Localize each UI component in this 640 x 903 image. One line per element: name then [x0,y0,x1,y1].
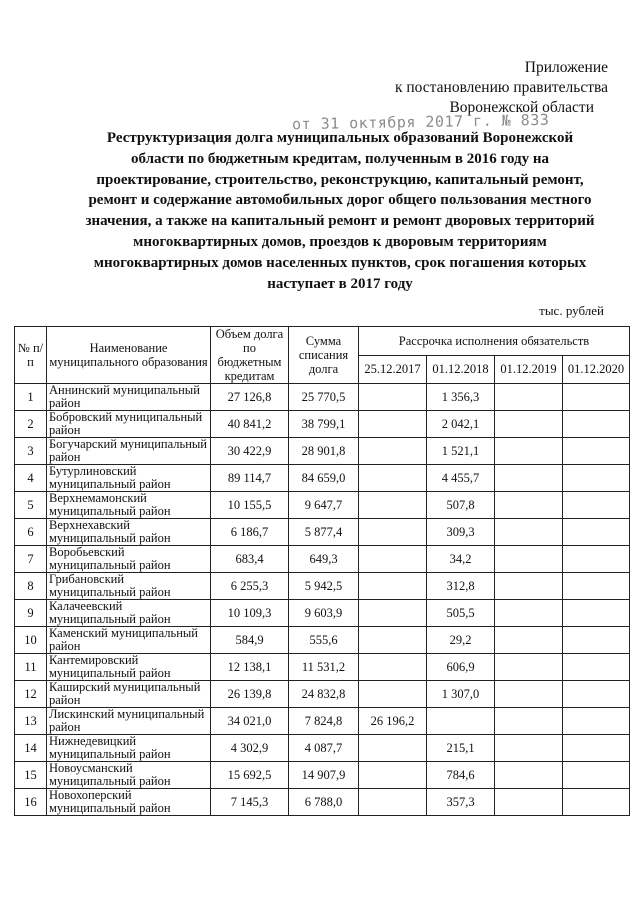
row-num: 4 [15,465,47,492]
row-num: 7 [15,546,47,573]
row-inst-2019 [495,681,563,708]
appendix-line-3: Воронежской области [449,99,594,116]
row-name: Кантемировский муниципальный район [47,654,211,681]
row-debt: 30 422,9 [211,438,289,465]
row-writeoff: 6 788,0 [289,789,359,816]
row-inst-2018: 1 521,1 [427,438,495,465]
row-name: Лискинский муниципальный район [47,708,211,735]
row-inst-2020 [563,438,630,465]
row-writeoff: 9 647,7 [289,492,359,519]
row-inst-2018: 2 042,1 [427,411,495,438]
row-inst-2020 [563,762,630,789]
header-debt: Объем долга по бюджетным кредитам [211,327,289,384]
row-name: Каменский муниципальный район [47,627,211,654]
row-num: 12 [15,681,47,708]
row-inst-2017 [359,654,427,681]
row-inst-2017 [359,519,427,546]
appendix-block [395,58,608,118]
row-inst-2018 [427,708,495,735]
row-inst-2019 [495,384,563,411]
row-writeoff: 9 603,9 [289,600,359,627]
row-inst-2018: 357,3 [427,789,495,816]
row-num: 2 [15,411,47,438]
appendix-line-1: Приложение [524,59,608,76]
row-inst-2018: 505,5 [427,600,495,627]
header-date-1: 25.12.2017 [359,355,427,384]
row-inst-2020 [563,735,630,762]
table-header-row [15,327,630,356]
row-inst-2018: 215,1 [427,735,495,762]
row-inst-2020 [563,600,630,627]
row-name: Каширский муниципальный район [47,681,211,708]
appendix-line-2: к постановлению правительства [394,79,608,96]
row-num: 9 [15,600,47,627]
row-num: 3 [15,438,47,465]
row-writeoff: 38 799,1 [289,411,359,438]
row-name: Новоусманский муниципальный район [47,762,211,789]
row-inst-2020 [563,546,630,573]
row-inst-2020 [563,627,630,654]
row-inst-2020 [563,681,630,708]
row-inst-2017 [359,627,427,654]
table-row [15,492,630,519]
row-num: 15 [15,762,47,789]
row-name: Грибановский муниципальный район [47,573,211,600]
row-inst-2020 [563,708,630,735]
table-row [15,627,630,654]
header-date-2: 01.12.2018 [427,355,495,384]
row-debt: 26 139,8 [211,681,289,708]
row-inst-2019 [495,627,563,654]
row-inst-2019 [495,654,563,681]
row-name: Верхнехавский муниципальный район [47,519,211,546]
table-row [15,762,630,789]
row-num: 16 [15,789,47,816]
table-row [15,735,630,762]
row-inst-2019 [495,492,563,519]
row-inst-2017 [359,600,427,627]
row-inst-2020 [563,492,630,519]
row-inst-2020 [563,411,630,438]
row-inst-2017 [359,411,427,438]
row-num: 11 [15,654,47,681]
row-inst-2019 [495,438,563,465]
row-inst-2017 [359,762,427,789]
row-debt: 6 186,7 [211,519,289,546]
row-inst-2017: 26 196,2 [359,708,427,735]
table-row [15,546,630,573]
row-inst-2017 [359,735,427,762]
row-inst-2018: 1 356,3 [427,384,495,411]
row-inst-2017 [359,384,427,411]
row-writeoff: 555,6 [289,627,359,654]
row-inst-2020 [563,789,630,816]
row-writeoff: 25 770,5 [289,384,359,411]
row-writeoff: 28 901,8 [289,438,359,465]
row-writeoff: 84 659,0 [289,465,359,492]
row-debt: 7 145,3 [211,789,289,816]
row-inst-2019 [495,465,563,492]
row-inst-2018: 309,3 [427,519,495,546]
row-debt: 40 841,2 [211,411,289,438]
header-date-3: 01.12.2019 [495,355,563,384]
row-num: 5 [15,492,47,519]
row-inst-2018: 507,8 [427,492,495,519]
row-name: Нижнедевицкий муниципальный район [47,735,211,762]
row-inst-2018: 606,9 [427,654,495,681]
row-writeoff: 5 942,5 [289,573,359,600]
row-inst-2017 [359,492,427,519]
row-writeoff: 24 832,8 [289,681,359,708]
row-writeoff: 14 907,9 [289,762,359,789]
row-inst-2019 [495,411,563,438]
table-row [15,600,630,627]
units-label: тыс. рублей [539,303,604,318]
row-inst-2019 [495,573,563,600]
row-inst-2020 [563,573,630,600]
row-writeoff: 4 087,7 [289,735,359,762]
row-num: 10 [15,627,47,654]
row-writeoff: 7 824,8 [289,708,359,735]
row-inst-2017 [359,465,427,492]
row-debt: 12 138,1 [211,654,289,681]
table-row [15,465,630,492]
row-name: Аннинский муниципальный район [47,384,211,411]
row-name: Верхнемамонский муниципальный район [47,492,211,519]
row-writeoff: 11 531,2 [289,654,359,681]
row-inst-2017 [359,438,427,465]
row-inst-2020 [563,654,630,681]
document-title: Реструктуризация долга муниципальных образований Воронежской области по бюджетным кредитам, полученным в 2016 году на проектирование, строительство, реконструкцию, капитальный ремонт, ремонт и содержание автомобильных дорог общего пользования местного значения, а также на капитальный ремонт и ремонт дворовых территорий многоквартирных домов, проездов к дворовым территориям многоквартирных домов населенных пунктов, срок погашения которых наступает в 2017 году [85,130,595,292]
row-name: Бутурлиновский муниципальный район [47,465,211,492]
row-inst-2017 [359,789,427,816]
row-num: 13 [15,708,47,735]
table-row [15,438,630,465]
row-num: 8 [15,573,47,600]
header-name: Наименование муниципального образования [47,327,211,384]
row-inst-2020 [563,465,630,492]
row-writeoff: 649,3 [289,546,359,573]
row-writeoff: 5 877,4 [289,519,359,546]
row-inst-2019 [495,789,563,816]
row-inst-2018: 34,2 [427,546,495,573]
row-name: Калачеевский муниципальный район [47,600,211,627]
row-inst-2018: 784,6 [427,762,495,789]
row-name: Бобровский муниципальный район [47,411,211,438]
row-inst-2017 [359,546,427,573]
row-num: 14 [15,735,47,762]
table-row [15,573,630,600]
row-inst-2018: 29,2 [427,627,495,654]
row-debt: 6 255,3 [211,573,289,600]
row-inst-2018: 4 455,7 [427,465,495,492]
row-inst-2017 [359,681,427,708]
row-debt: 34 021,0 [211,708,289,735]
row-inst-2018: 1 307,0 [427,681,495,708]
row-inst-2019 [495,519,563,546]
table-row [15,681,630,708]
row-inst-2017 [359,573,427,600]
row-inst-2019 [495,708,563,735]
row-inst-2019 [495,600,563,627]
table-row [15,519,630,546]
row-num: 6 [15,519,47,546]
table-row [15,384,630,411]
row-inst-2020 [563,384,630,411]
table-row [15,411,630,438]
table-row [15,654,630,681]
row-debt: 4 302,9 [211,735,289,762]
row-inst-2020 [563,519,630,546]
row-name: Новохоперский муниципальный район [47,789,211,816]
row-debt: 10 109,3 [211,600,289,627]
row-debt: 89 114,7 [211,465,289,492]
header-installment: Рассрочка исполнения обязательств [359,327,630,356]
row-name: Воробьевский муниципальный район [47,546,211,573]
row-debt: 15 692,5 [211,762,289,789]
row-inst-2018: 312,8 [427,573,495,600]
row-debt: 10 155,5 [211,492,289,519]
row-inst-2019 [495,735,563,762]
row-debt: 584,9 [211,627,289,654]
restructuring-table [14,326,630,816]
table-row [15,789,630,816]
header-date-4: 01.12.2020 [563,355,630,384]
date-number-stamp: от 31 октября 2017 г. № 833 [291,110,550,134]
row-inst-2019 [495,546,563,573]
row-debt: 27 126,8 [211,384,289,411]
row-name: Богучарский муниципальный район [47,438,211,465]
header-num: № п/п [15,327,47,384]
row-num: 1 [15,384,47,411]
row-debt: 683,4 [211,546,289,573]
row-inst-2019 [495,762,563,789]
table-row [15,708,630,735]
header-writeoff: Сумма списания долга [289,327,359,384]
